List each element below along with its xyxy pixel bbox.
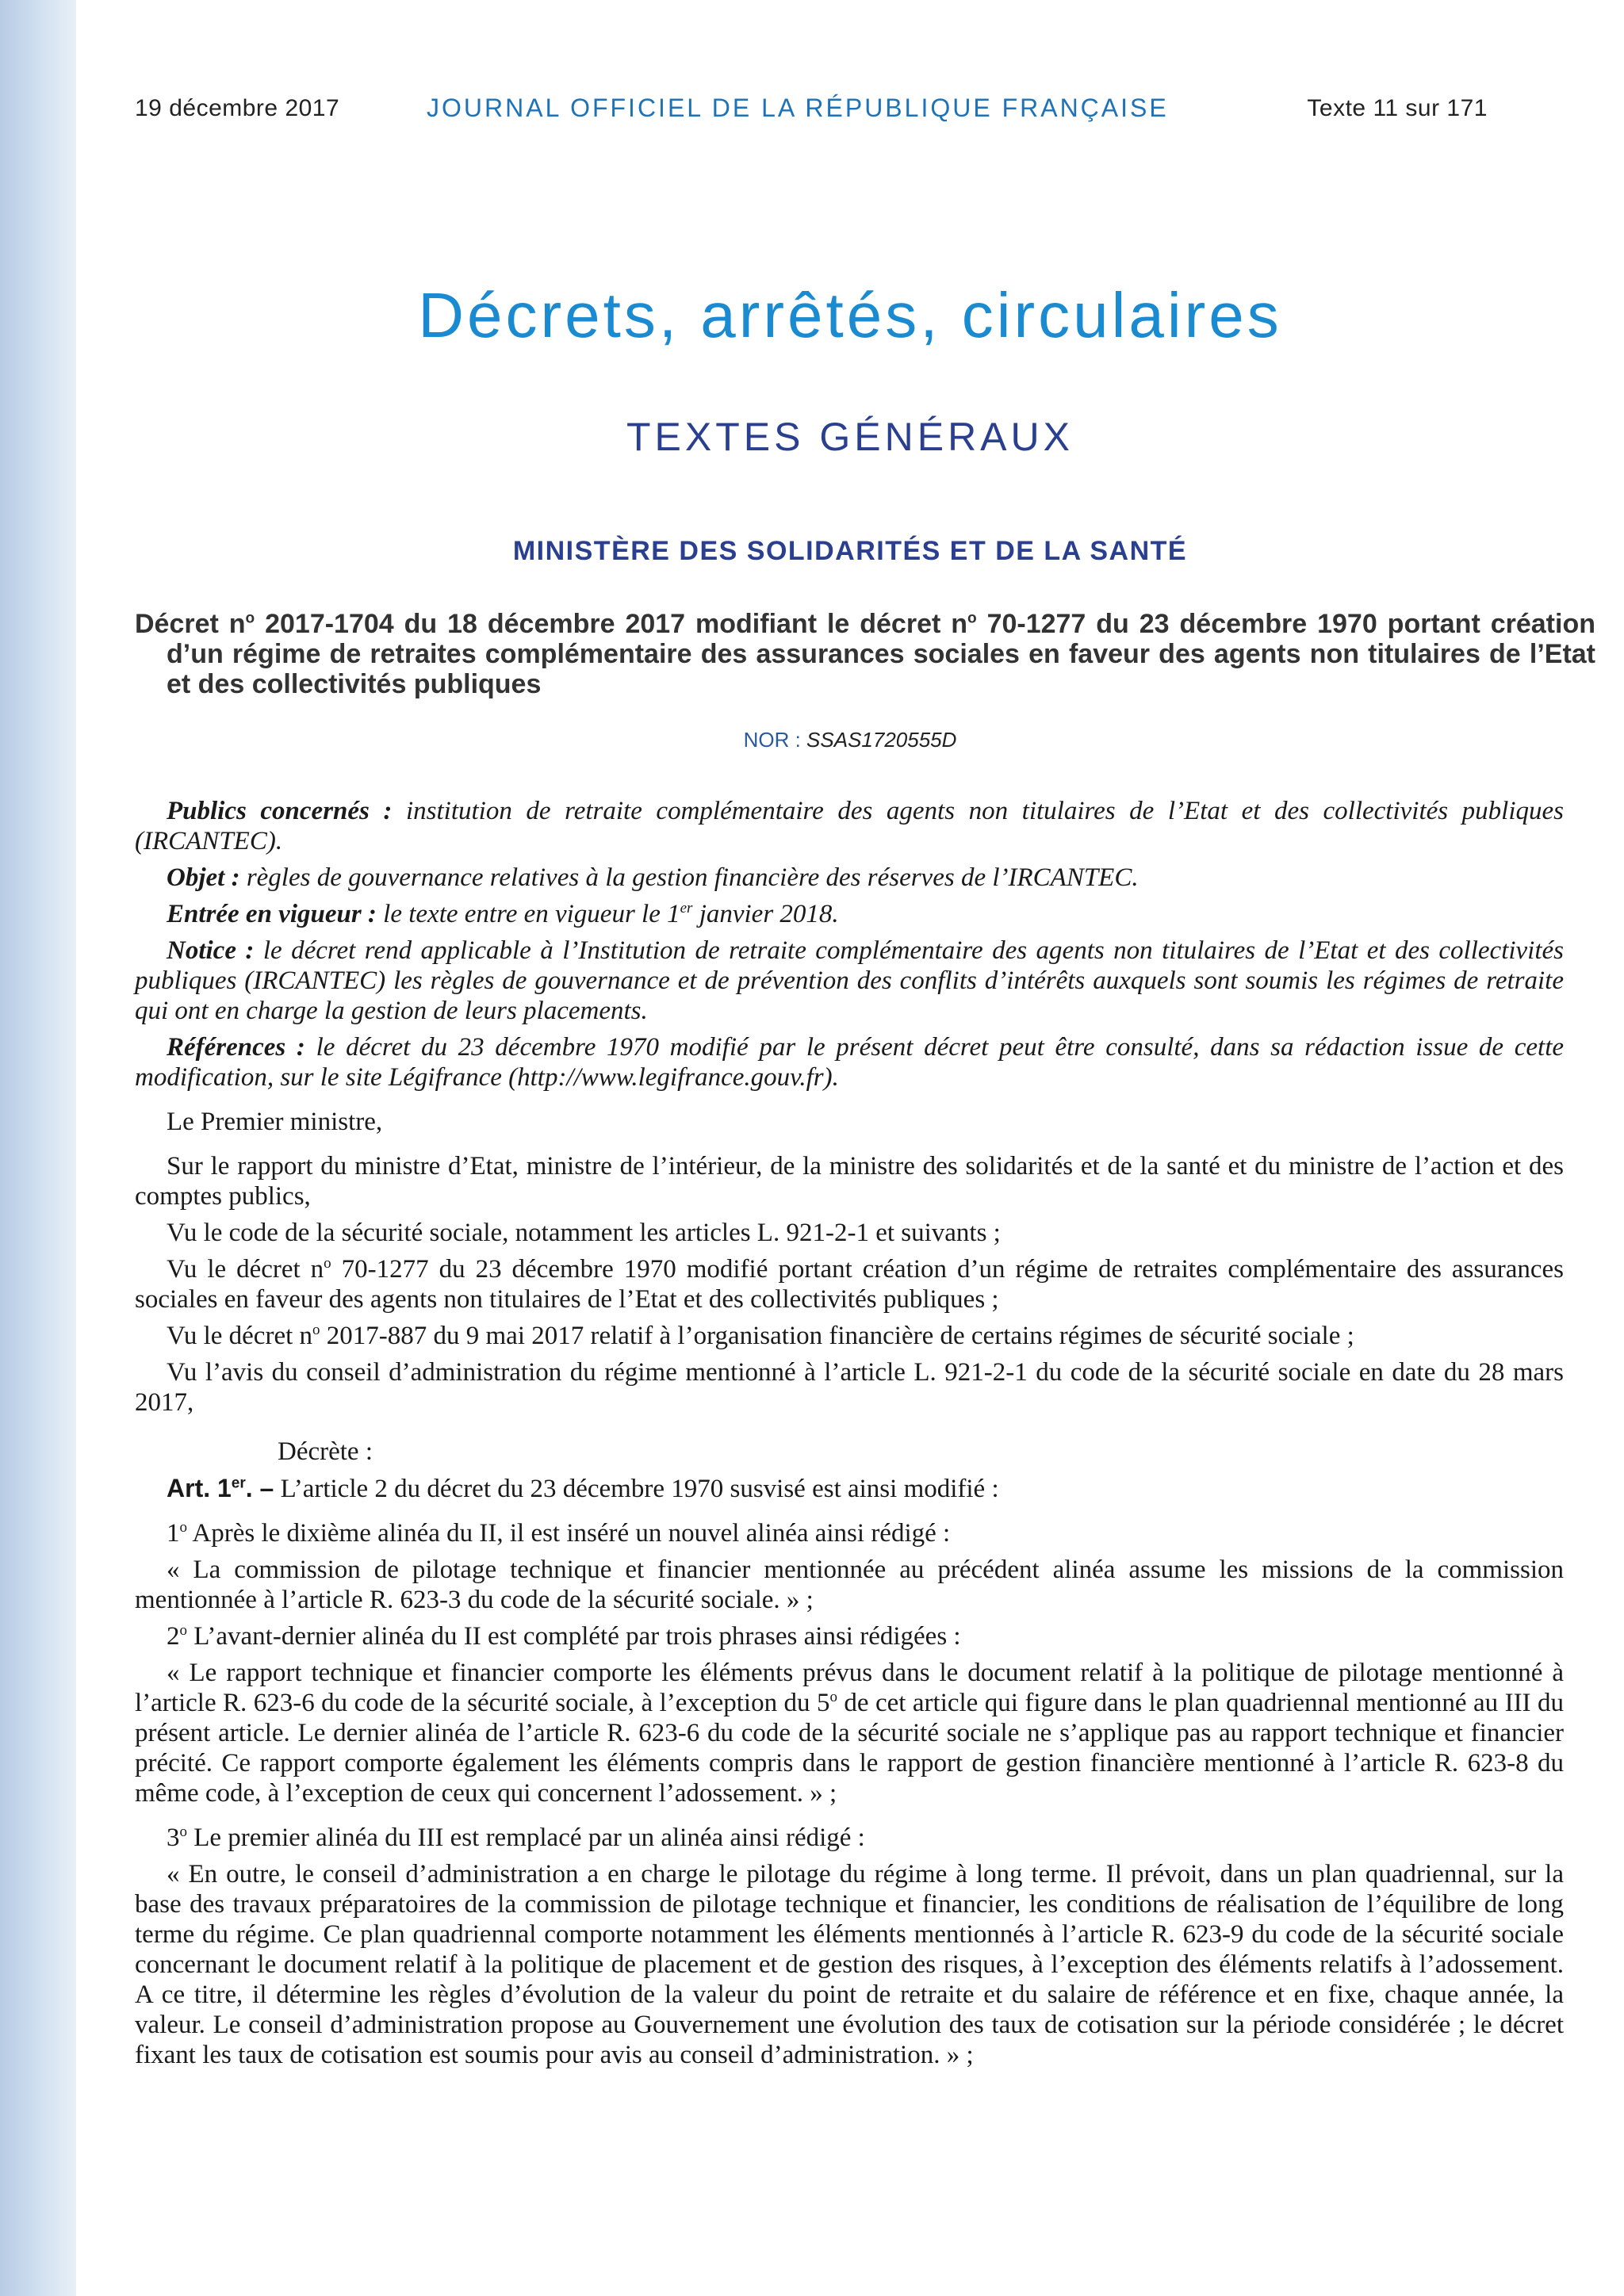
notice-text: le décret rend applicable à l’Institution de retraite complémentaire des agents non titulaires de l’Etat et des collectivités publiques (IRCANTEC) les règles de gouvernance et de prévention des conflits d’intérêts auxquels sont soumis les régimes de retraite qui ont en charge la gestion de leurs placements. [135, 936, 1564, 1025]
article-1-item-2-quote [135, 1658, 1564, 1808]
preamble-sup: o [312, 1322, 320, 1338]
notice-text: institution de retraite complémentaire des agents non titulaires de l’Etat et des collectivités publiques (IRCANTEC). [135, 797, 1564, 855]
preamble-text: Vu le décret n [167, 1322, 313, 1350]
item-text: L’avant-dernier alinéa du II est complété par trois phrases ainsi rédigées : [187, 1622, 961, 1651]
header-journal-title: JOURNAL OFFICIEL DE LA RÉPUBLIQUE FRANÇAISE [427, 94, 1169, 122]
nor-reference [76, 728, 1624, 752]
quote-text: de cet article qui figure dans le plan quadriennal mentionné au III du présent article. Le dernier alinéa de l’article R. 623-6 du code de la sécurité sociale ne s’applique pas au rapport technique et financier précité. Ce rapport comporte également les éléments compris dans le rapport de gestion financière mentionné à l’article R. 623-8 du même code, à l’exception de ceux qui concernent l’adossement. » ; [135, 1689, 1564, 1808]
nor-label: NOR : [743, 728, 801, 752]
decree-title-sup: o [245, 610, 255, 627]
article-1-intro-text: L’article 2 du décret du 23 décembre 1970 susvisé est ainsi modifié : [274, 1475, 999, 1503]
article-1-item-2 [135, 1621, 1564, 1651]
notice-text: le texte entre en vigueur le 1 [383, 900, 680, 928]
decree-title-sup: o [967, 610, 977, 627]
decree-title-part: Décret n [135, 609, 246, 639]
preamble-vu [135, 1254, 1564, 1314]
preamble-vu: Vu l’avis du conseil d’administration du régime mentionné à l’article L. 921-2-1 du code de la sécurité sociale en date du 28 mars 2017, [135, 1358, 1564, 1417]
item-text: Le premier alinéa du III est remplacé par un alinéa ainsi rédigé : [187, 1823, 865, 1852]
header-date: 19 décembre 2017 [135, 95, 340, 121]
quote-sup: o [829, 1689, 837, 1705]
preamble-vu [135, 1321, 1564, 1351]
left-margin-band [0, 0, 76, 2296]
ministry-heading: MINISTÈRE DES SOLIDARITÉS ET DE LA SANTÉ [512, 536, 1188, 566]
decree-title [135, 609, 1595, 699]
article-1-item-1 [135, 1518, 1564, 1548]
preamble-text: 2017-887 du 9 mai 2017 relatif à l’organisation financière de certains régimes de sécurité sociale ; [320, 1322, 1354, 1350]
notice-objet [135, 863, 1564, 893]
item-number: 3 [167, 1823, 180, 1852]
item-number: 1 [167, 1519, 180, 1548]
article-1-intro [135, 1473, 1564, 1504]
notice-entree [135, 899, 1564, 929]
article-label-text: . – [245, 1474, 274, 1502]
article-1-item-3 [135, 1823, 1564, 1853]
item-sup: o [179, 1823, 187, 1840]
article-label-sup: er [231, 1475, 246, 1492]
decrete-line: Décrète : [278, 1437, 373, 1466]
item-number: 2 [167, 1622, 180, 1651]
preamble-premier-ministre: Le Premier ministre, [167, 1108, 383, 1136]
document-body [135, 796, 1564, 2076]
notice-references [135, 1032, 1564, 1093]
decree-title-part: 70-1277 du 23 décembre 1970 portant création d’un régime de retraites complémentaire des assurances sociales en faveur des agents non titulaires de l’Etat et des collectivités publiques [167, 609, 1595, 699]
notice-label: Références : [167, 1033, 305, 1062]
section-title: TEXTES GÉNÉRAUX [626, 415, 1074, 459]
article-1-item-1-quote: « La commission de pilotage technique et financier mentionnée au précédent alinéa assume les missions de la commission mentionnée à l’article R. 623-3 du code de la sécurité sociale. » ; [135, 1556, 1564, 1614]
notice-notice [135, 936, 1564, 1026]
notice-text: le décret du 23 décembre 1970 modifié par le présent décret peut être consulté, dans sa rédaction issue de cette modification, sur le site Légifrance (http://www.legifrance.gouv.fr). [135, 1033, 1565, 1092]
decree-title-part: 2017-1704 du 18 décembre 2017 modifiant le décret n [255, 609, 968, 639]
notice-text: règles de gouvernance relatives à la gestion financière des réserves de l’IRCANTEC. [246, 863, 1139, 892]
item-sup: o [179, 1519, 187, 1536]
quote-text: « Le rapport technique et financier comporte les éléments prévus dans le document relatif à la politique de pilotage mentionné à l’article R. 623-6 du code de la sécurité sociale, à l’exception du 5 [135, 1659, 1564, 1717]
notice-label: Notice : [167, 936, 255, 965]
item-text: Après le dixième alinéa du II, il est inséré un nouvel alinéa ainsi rédigé : [187, 1519, 951, 1548]
notice-label: Objet : [167, 863, 240, 892]
main-title: Décrets, arrêtés, circulaires [418, 280, 1282, 350]
preamble-vu: Vu le code de la sécurité sociale, notamment les articles L. 921-2-1 et suivants ; [167, 1219, 1001, 1247]
preamble-text: Vu le décret n [167, 1255, 324, 1284]
item-sup: o [179, 1622, 187, 1639]
header-text-number: Texte 11 sur 171 [1307, 95, 1488, 121]
notice-sup: er [680, 900, 693, 916]
article-1-item-3-quote: « En outre, le conseil d’administration a en charge le pilotage du régime à long terme. Il prévoit, dans un plan quadriennal, sur la base des travaux préparatoires de la commission de pilotage technique et financier, les conditions de réalisation de l’équilibre de long terme du régime. Ce plan quadriennal comporte notamment les éléments mentionnés à l’article R. 623-9 du code de la sécurité sociale concernant le document relatif à la politique de placement et de gestion des risques, à l’exception des éléments relatifs à l’adossement. A ce titre, il détermine les règles d’évolution de la valeur du point de retraite et du salaire de référence et en fixe, chaque année, la valeur. Le conseil d’administration propose au Gouvernement une évolution des taux de cotisation sur la période considérée ; le décret fixant les taux de cotisation est soumis pour avis au conseil d’administration. » ; [135, 1860, 1564, 2069]
preamble-text: 70-1277 du 23 décembre 1970 modifié portant création d’un régime de retraites complémentaire des assurances sociales en faveur des agents non titulaires de l’Etat et des collectivités publiques ; [135, 1255, 1564, 1314]
notice-text: janvier 2018. [692, 900, 839, 928]
preamble-rapport: Sur le rapport du ministre d’Etat, ministre de l’intérieur, de la ministre des solidarités et de la santé et du ministre de l’action et des comptes publics, [135, 1152, 1564, 1211]
notice-publics [135, 796, 1564, 856]
article-1-label [167, 1474, 274, 1502]
notice-label: Publics concernés : [167, 797, 393, 825]
article-label-text: Art. 1 [167, 1474, 232, 1502]
document-page [76, 0, 1624, 2296]
preamble-sup: o [324, 1255, 331, 1272]
notice-label: Entrée en vigueur : [167, 900, 377, 928]
nor-value: SSAS1720555D [806, 728, 957, 752]
